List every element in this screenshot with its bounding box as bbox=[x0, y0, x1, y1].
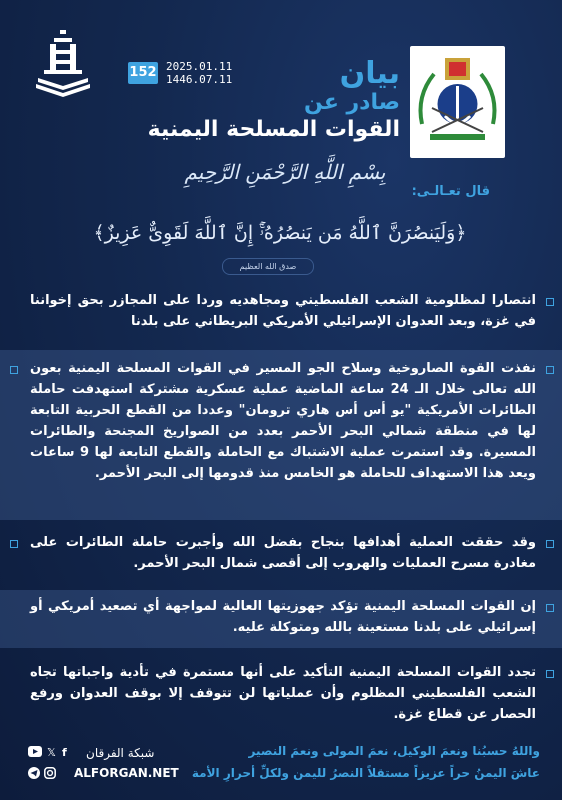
network-name: شبكة الفرقان bbox=[86, 746, 155, 760]
paragraph-text: تجدد القوات المسلحة اليمنية التأكيد على أنها مستمرة في تأدية واجباتها تجاه الشعب الفلسطيني المظلوم وأن عملياتها لن تتوقف إلا بوقف العدوان ورفع الحصار عن قطاع غزة. bbox=[30, 665, 536, 722]
armed-forces-emblem bbox=[410, 46, 505, 158]
paragraph-5 bbox=[0, 656, 562, 734]
basmala: بِسْمِ اللَّهِ الرَّحْمَنِ الرَّحِيمِ bbox=[184, 160, 386, 184]
x-icon[interactable]: 𝕏 bbox=[47, 746, 56, 759]
youtube-icon[interactable] bbox=[28, 746, 42, 757]
quran-verse: ﴿وَلَيَنصُرَنَّ ٱللَّهُ مَن يَنصُرُهُۥٓۚ إِنَّ ٱللَّهَ لَقَوِىٌّ عَزِيزٌ﴾ bbox=[93, 222, 467, 244]
bullet-icon bbox=[546, 540, 554, 548]
date-gregorian: 2025.01.11 bbox=[166, 60, 233, 73]
paragraph-text: انتصارا لمظلومية الشعب الفلسطيني ومجاهديه وردا على المجازر بحق إخواننا في غزة، وبعد العدوان الإسرائيلي الأمريكي البريطاني على بلدنا bbox=[30, 293, 536, 329]
paragraph-text: نفذت القوة الصاروخية وسلاح الجو المسير في القوات المسلحة اليمنية بعون الله تعالى خلال الـ 24 ساعة الماضية عملية عسكرية مشتركة استهدفت حاملة الطائرات الأمريكية "يو أس أس هاري ترومان" وعددا من القطع الحربية التابعة لها في منطقة شمالي البحر الأحمر بعدد من الصواريخ المجنحة والطائرات المسيرة. وقد استمرت عملية الاشتباك مع الحاملة والقطع التابعة لها 9 ساعات ويعد هذا الاستهداف للحاملة هو الخامس منذ قدومها إلى البحر الأحمر. bbox=[30, 361, 536, 481]
title-issued-by: صادر عن bbox=[304, 90, 400, 115]
bullet-icon bbox=[546, 670, 554, 678]
paragraph-4 bbox=[0, 590, 562, 648]
date-hijri: 1446.07.11 bbox=[166, 73, 233, 86]
title-armed-forces: القوات المسلحة اليمنية bbox=[147, 117, 400, 142]
paragraph-text: إن القوات المسلحة اليمنية تؤكد جهوزيتها العالية لمواجهة أي تصعيد أمريكي أو إسرائيلي على بلدنا مستعينة بالله ومتوكلة عليه. bbox=[30, 599, 536, 635]
title-statement: بيان bbox=[339, 56, 400, 91]
instagram-icon[interactable] bbox=[44, 767, 56, 779]
facebook-icon[interactable]: f bbox=[62, 746, 67, 759]
paragraph-2 bbox=[0, 350, 562, 520]
alforqan-logo-icon bbox=[34, 30, 92, 108]
quran-intro-label: قال تعـالـى: bbox=[411, 184, 490, 199]
header bbox=[0, 0, 562, 165]
bullet-icon bbox=[546, 298, 554, 306]
bullet-icon bbox=[10, 540, 18, 548]
closing-line-2: عاشَ اليمنُ حراً عزيزاً مستقلاً النصرُ لليمن ولكلِّ أحرارِ الأمة bbox=[191, 766, 540, 780]
bullet-icon bbox=[546, 604, 554, 612]
paragraph-text: وقد حققت العملية أهدافها بنجاح بفضل الله وأجبرت حاملة الطائرات على مغادرة مسرح العمليات والهروب إلى أقصى شمال البحر الأحمر. bbox=[30, 535, 536, 571]
sadaq-badge: صدق الله العظيم bbox=[222, 258, 314, 275]
statement-number-badge: 152 bbox=[128, 62, 158, 84]
website-link[interactable]: ALFORGAN.NET bbox=[74, 766, 179, 780]
bullet-icon bbox=[546, 366, 554, 374]
paragraph-1 bbox=[0, 284, 562, 342]
bullet-icon bbox=[10, 366, 18, 374]
emblem-icon bbox=[410, 46, 505, 158]
telegram-icon[interactable] bbox=[28, 767, 40, 779]
footer bbox=[0, 738, 562, 800]
paragraph-3 bbox=[0, 526, 562, 584]
title-block bbox=[148, 58, 400, 144]
closing-line-1: واللهُ حسبُنا ونعمَ الوكيل، نعمَ المولى ونعمَ النصير bbox=[248, 744, 540, 758]
